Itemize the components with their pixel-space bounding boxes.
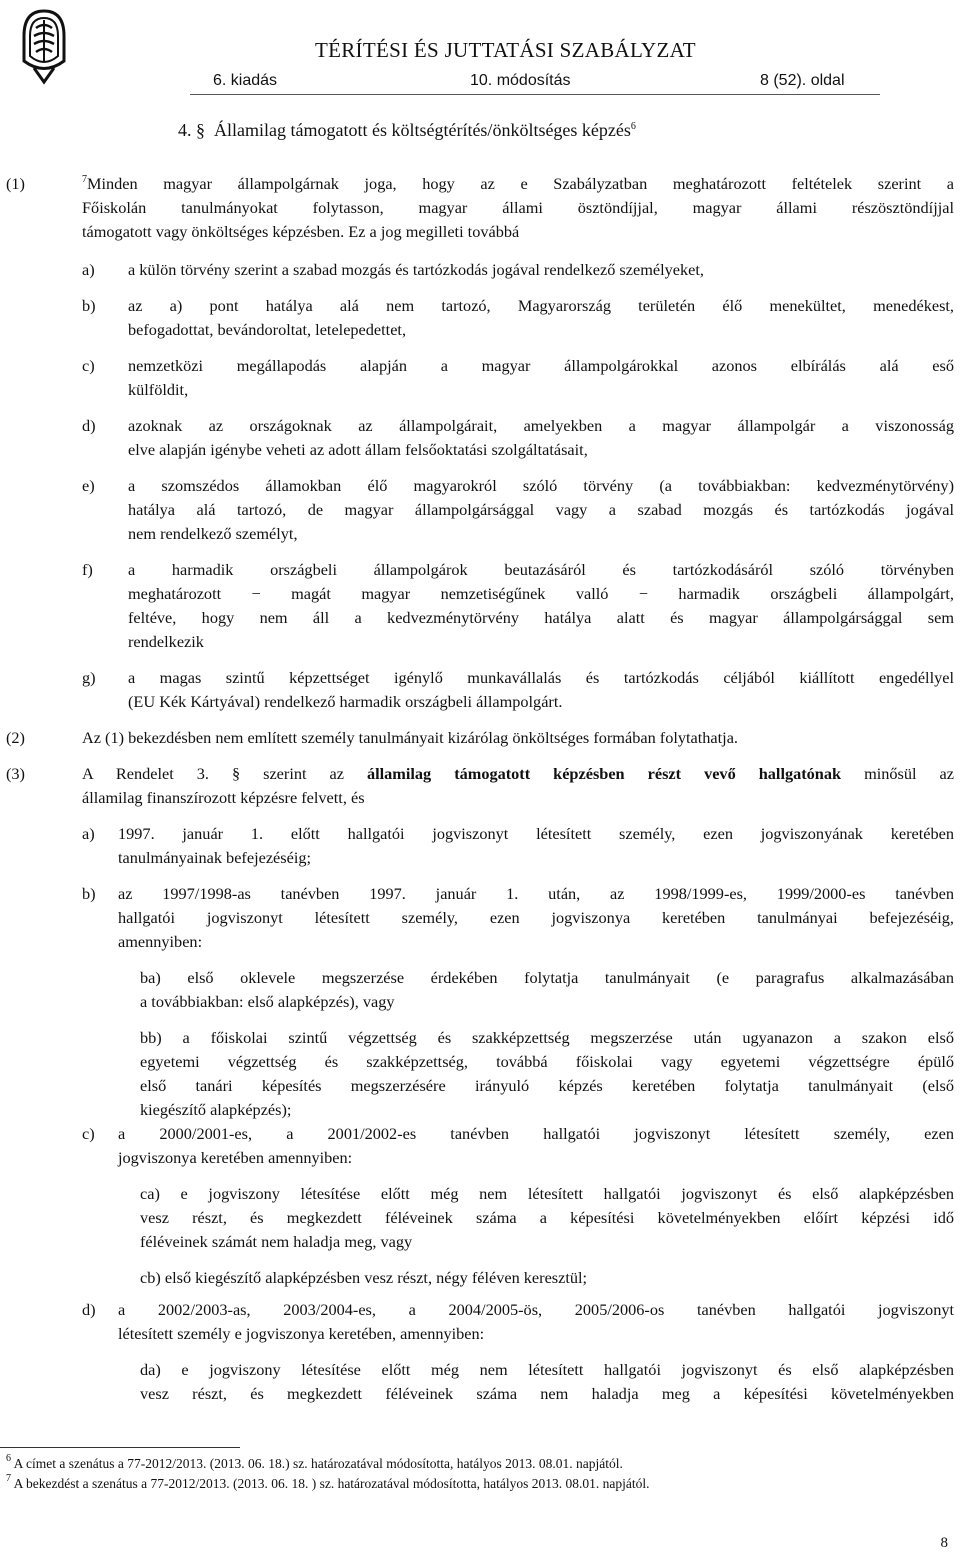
sub-item-text: vesz részt, és megkezdett féléveinek száma nem haladja meg a képesítési követelményekben [140, 1384, 954, 1403]
footnote-divider [0, 1447, 240, 1448]
list-item-text: (EU Kék Kártyával) rendelkező harmadik országbeli állampolgárt. [128, 692, 563, 711]
list-label: d) [82, 416, 96, 435]
header-divider [190, 94, 880, 95]
list-label: c) [82, 1124, 95, 1143]
list-label: f) [82, 560, 93, 579]
document-title: TÉRÍTÉSI ÉS JUTTATÁSI SZABÁLYZAT [315, 38, 696, 62]
sub-item-text: első tanári képesítés megszerzésére irányuló képzés keretében folytatja tanulmányait (első [140, 1076, 954, 1095]
paragraph-3-line-2: államilag finanszírozott képzésre felvett, és [82, 788, 365, 807]
paragraph-2-number: (2) [6, 728, 25, 747]
sub-item-text: ba) első oklevele megszerzése érdekében folytatja tanulmányait (e paragrafus alkalmazásában [140, 968, 954, 987]
sub-item-text: ca) e jogviszony létesítése előtt még nem létesített hallgatói jogviszonyt és első alapképzésben [140, 1184, 954, 1203]
list-label: a) [82, 824, 95, 843]
sub-item-text: egyetemi végzettség és szakképzettség, továbbá főiskolai vagy egyetemi végzettségre épülő [140, 1052, 954, 1071]
list-item-text: hallgatói jogviszonyt létesített személy, ezen jogviszonya keretében tanulmányai befejezéséig, [118, 908, 954, 927]
list-item-text: a harmadik országbeli állampolgárok beutazásáról és tartózkodásáról szóló törvényben [128, 560, 954, 579]
section-heading [178, 120, 636, 141]
edition-label: 6. kiadás [213, 72, 278, 89]
footnote-7: $^7$ A bekezdést a szenátus a 77-2012/2013. (2013. 06. 18. ) sz. határozatával módosította, hatályos 2013. 08.01. napjától. [6, 1473, 650, 1491]
list-item-text: jogviszonya keretében amennyiben: [118, 1148, 353, 1167]
list-label: c) [82, 356, 95, 375]
paragraph-1-line-1: $^7$Minden magyar állampolgárnak joga, hogy az e Szabályzatban meghatározott feltételek szerint a [82, 174, 954, 193]
paragraph-3-line-1: A Rendelet 3. § szerint az államilag támogatott képzésben részt vevő hallgatónak minősül az [82, 764, 954, 783]
list-item-text: az 1997/1998-as tanévben 1997. január 1. után, az 1998/1999-es, 1999/2000-es tanévben [118, 884, 954, 903]
list-item-text: a magas szintű képzettséget igénylő munkavállalás és tartózkodás céljából kiállított engedéllyel [128, 668, 954, 687]
paragraph-1-line-3: támogatott vagy önköltséges képzésben. Ez a jog megilleti továbbá [82, 222, 520, 241]
list-item-text: elve alapján igénybe veheti az adott állam felsőoktatási szolgáltatásait, [128, 440, 588, 459]
sub-item-text: a továbbiakban: első alapképzés), vagy [140, 992, 395, 1011]
college-crest-logo [14, 6, 74, 86]
paragraph-3-number: (3) [6, 764, 25, 783]
list-item-text: amennyiben: [118, 932, 203, 951]
list-item-text: a 2000/2001-es, a 2001/2002-es tanévben hallgatói jogviszonyt létesített személy, ezen [118, 1124, 954, 1143]
sub-item-text: féléveinek számát nem haladja meg, vagy [140, 1232, 413, 1251]
list-item-text: a külön törvény szerint a szabad mozgás és tartózkodás jogával rendelkező személyeket, [128, 260, 704, 279]
list-item-text: a 2002/2003-as, 2003/2004-es, a 2004/2005-ös, 2005/2006-os tanévben hallgatói jogviszonyt [118, 1300, 954, 1319]
sub-item-text: bb) a főiskolai szintű végzettség és szakképzettség megszerzése után ugyanazon a szakon első [140, 1028, 954, 1047]
list-item-text: a szomszédos államokban élő magyarokról szóló törvény (a továbbiakban: kedvezménytörvény) [128, 476, 954, 495]
list-item-text: meghatározott − magát magyar nemzetiségűnek valló − harmadik országbeli állampolgárt, [128, 584, 954, 603]
list-item-text: hatálya alá tartozó, de magyar állampolgársággal vagy a szabad mozgás és tartózkodás jogával [128, 500, 954, 519]
list-item-text: nem rendelkező személyt, [128, 524, 298, 543]
list-label: b) [82, 296, 96, 315]
list-item-text: befogadottat, bevándoroltat, letelepedettet, [128, 320, 407, 339]
list-item-text: nemzetközi megállapodás alapján a magyar állampolgárokkal azonos elbírálás alá eső [128, 356, 954, 375]
paragraph-1-number: (1) [6, 174, 25, 193]
sub-item-text: cb) első kiegészítő alapképzésben vesz részt, négy féléven keresztül; [140, 1268, 588, 1287]
list-item-text: tanulmányainak befejezéséig; [118, 848, 312, 867]
list-item-text: azoknak az országoknak az állampolgárait, amelyekben a magyar állampolgár a viszonosság [128, 416, 954, 435]
section-number: 4. § [178, 120, 205, 140]
list-label: g) [82, 668, 96, 687]
sub-item-text: kiegészítő alapképzés); [140, 1100, 292, 1119]
list-label: a) [82, 260, 95, 279]
footnote-ref-6: 6 [630, 121, 636, 132]
page-of-label: 8 (52). oldal [760, 72, 845, 89]
list-item-text: feltéve, hogy nem áll a kedvezménytörvény hatálya alatt és magyar állampolgársággal sem [128, 608, 954, 627]
list-item-text: 1997. január 1. előtt hallgatói jogviszonyt létesített személy, ezen jogviszonyának keretében [118, 824, 954, 843]
sub-item-text: da) e jogviszony létesítése előtt még nem létesített hallgatói jogviszonyt és első alapképzésben [140, 1360, 954, 1379]
list-item-text: létesített személy e jogviszonya keretében, amennyiben: [118, 1324, 485, 1343]
footnote-6: $^6$ A címet a szenátus a 77-2012/2013. (2013. 06. 18.) sz. határozatával módosította, hatályos 2013. 08.01. napjától. [6, 1453, 623, 1471]
list-label: d) [82, 1300, 96, 1319]
section-title: Államilag támogatott és költségtérítés/önköltséges képzés [214, 120, 631, 140]
sub-item-text: vesz részt, és megkezdett féléveinek száma a képesítési követelményekben előírt képzési idő [140, 1208, 954, 1227]
list-item-text: rendelkezik [128, 632, 204, 651]
paragraph-1-line-2: Főiskolán tanulmányokat folytasson, magyar állami ösztöndíjjal, magyar állami részösztöndíjjal [82, 198, 954, 217]
list-label: b) [82, 884, 96, 903]
list-label: e) [82, 476, 95, 495]
modification-label: 10. módosítás [470, 72, 571, 89]
footnote-ref-7: 7 [82, 174, 87, 185]
list-item-text: külföldit, [128, 380, 189, 399]
page-number: 8 [940, 1535, 948, 1551]
paragraph-2-text: Az (1) bekezdésben nem említett személy tanulmányait kizárólag önköltséges formában folytathatja. [82, 728, 738, 747]
bold-term: államilag támogatott képzésben részt vevő hallgatónak [366, 764, 842, 783]
list-item-text: az a) pont hatálya alá nem tartozó, Magyarország területén élő menekültet, menedékest, [128, 296, 954, 315]
